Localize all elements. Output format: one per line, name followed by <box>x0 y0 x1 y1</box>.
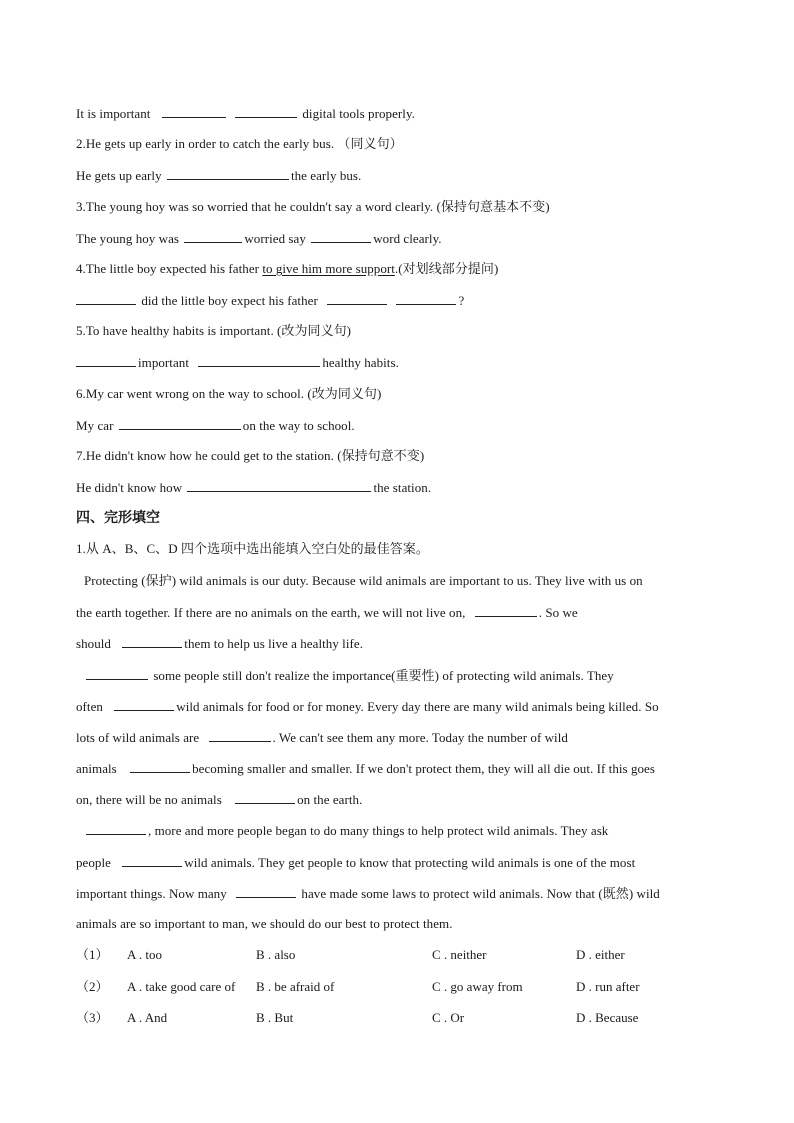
option-d[interactable]: D . run after <box>576 979 640 994</box>
text: on the way to school. <box>242 418 355 433</box>
text: on the earth. <box>297 792 363 807</box>
answer-blank[interactable] <box>76 353 136 367</box>
option-d[interactable]: D . either <box>576 947 625 962</box>
question-6: 6.My car went wrong on the way to school. (改为同义句) <box>76 386 382 401</box>
answer-blank[interactable] <box>162 104 226 118</box>
answer-blank[interactable] <box>122 853 182 867</box>
text: . We can't see them any more. Today the number of wild <box>272 730 568 745</box>
option-b[interactable]: B . also <box>256 947 296 962</box>
text: did the little boy expect his father <box>141 293 318 308</box>
answer-blank[interactable] <box>311 229 371 243</box>
answer-blank[interactable] <box>86 821 146 835</box>
question-5: 5.To have healthy habits is important. (改为同义句) <box>76 323 352 338</box>
instruction: 1.从 A、B、C、D 四个选项中选出能填入空白处的最佳答案。 <box>76 541 429 556</box>
answer-blank[interactable] <box>114 697 174 711</box>
answer-blank[interactable] <box>209 728 271 742</box>
question-7: 7.He didn't know how he could get to the station. (保持句意不变) <box>76 448 425 463</box>
answer-blank[interactable] <box>122 634 182 648</box>
text: have made some laws to protect wild animals. Now that (既然) wild <box>301 886 660 901</box>
text: digital tools properly. <box>302 106 415 121</box>
answer-blank[interactable] <box>167 166 289 180</box>
text: . So we <box>538 605 578 620</box>
option-number: （1） <box>76 947 109 962</box>
passage-line: Protecting (保护) wild animals is our duty. Because wild animals are important to us. They live with us on <box>84 573 643 588</box>
text: the earth together. If there are no animals on the earth, we will not live on, <box>76 605 466 620</box>
text: them to help us live a healthy life. <box>184 636 363 651</box>
text: should <box>76 636 111 651</box>
option-c[interactable]: C . Or <box>432 1010 465 1025</box>
answer-blank[interactable] <box>396 291 456 305</box>
text: ? <box>458 293 465 308</box>
passage-line <box>76 634 363 653</box>
text: wild animals. They get people to know that protecting wild animals is one of the most <box>184 855 636 870</box>
answer-blank[interactable] <box>130 759 190 773</box>
answer-line <box>76 353 399 372</box>
answer-line <box>76 416 355 435</box>
passage-line <box>76 853 635 872</box>
question-3: 3.The young hoy was so worried that he couldn't say a word clearly. (保持句意基本不变) <box>76 199 550 214</box>
text: the station. <box>373 480 432 495</box>
text: 4.The little boy expected his father <box>76 261 263 276</box>
answer-blank[interactable] <box>475 603 537 617</box>
passage-line <box>76 697 659 716</box>
text: important things. Now many <box>76 886 227 901</box>
text: He didn't know how <box>76 480 183 495</box>
answer-blank[interactable] <box>327 291 387 305</box>
answer-blank[interactable] <box>187 478 371 492</box>
option-b[interactable]: B . be afraid of <box>256 979 335 994</box>
question-4 <box>76 260 498 278</box>
answer-blank[interactable] <box>76 291 136 305</box>
option-a[interactable]: A . And <box>127 1010 168 1025</box>
text: becoming smaller and smaller. If we don't protect them, they will all die out. If this goes <box>192 761 655 776</box>
option-c[interactable]: C . go away from <box>432 979 523 994</box>
passage-line <box>76 728 568 747</box>
option-number: （3） <box>76 1010 109 1025</box>
answer-blank[interactable] <box>86 666 148 680</box>
option-b[interactable]: B . But <box>256 1010 294 1025</box>
passage-line: animals are so important to man, we should do our best to protect them. <box>76 916 453 931</box>
text: , more and more people began to do many things to help protect wild animals. They ask <box>148 823 609 838</box>
text: worried say <box>244 231 306 246</box>
section-heading: 四、完形填空 <box>76 510 160 526</box>
option-c[interactable]: C . neither <box>432 947 487 962</box>
text: important <box>138 355 189 370</box>
sentence-line <box>76 104 415 123</box>
text: healthy habits. <box>322 355 399 370</box>
text: lots of wild animals are <box>76 730 200 745</box>
question-2: 2.He gets up early in order to catch the early bus. （同义句） <box>76 136 403 151</box>
passage-line <box>76 603 578 622</box>
text: some people still don't realize the importance(重要性) of protecting wild animals. They <box>153 668 614 683</box>
text: The young hoy was <box>76 231 180 246</box>
text: often <box>76 699 103 714</box>
text: .(对划线部分提问) <box>394 261 499 276</box>
option-d[interactable]: D . Because <box>576 1010 639 1025</box>
answer-line <box>76 229 442 248</box>
passage-line <box>76 884 660 903</box>
answer-line <box>76 478 431 497</box>
answer-blank[interactable] <box>235 790 295 804</box>
answer-blank[interactable] <box>184 229 242 243</box>
text: wild animals for food or for money. Every day there are many wild animals being killed. So <box>176 699 659 714</box>
text: It is important <box>76 106 151 121</box>
answer-blank[interactable] <box>236 884 296 898</box>
passage-line <box>86 821 608 840</box>
answer-line <box>76 166 361 185</box>
text: He gets up early <box>76 168 162 183</box>
text: word clearly. <box>373 231 442 246</box>
answer-blank[interactable] <box>119 416 241 430</box>
text: people <box>76 855 111 870</box>
answer-line <box>76 291 464 310</box>
text: on, there will be no animals <box>76 792 222 807</box>
answer-blank[interactable] <box>198 353 320 367</box>
option-number: （2） <box>76 979 109 994</box>
text: animals <box>76 761 117 776</box>
passage-line <box>76 790 362 809</box>
text: the early bus. <box>290 168 362 183</box>
passage-line <box>76 759 655 778</box>
passage-line <box>86 666 614 685</box>
answer-blank[interactable] <box>235 104 297 118</box>
option-a[interactable]: A . take good care of <box>127 979 236 994</box>
underlined-phrase: to give him more support <box>262 261 395 276</box>
option-a[interactable]: A . too <box>127 947 163 962</box>
text: My car <box>76 418 114 433</box>
